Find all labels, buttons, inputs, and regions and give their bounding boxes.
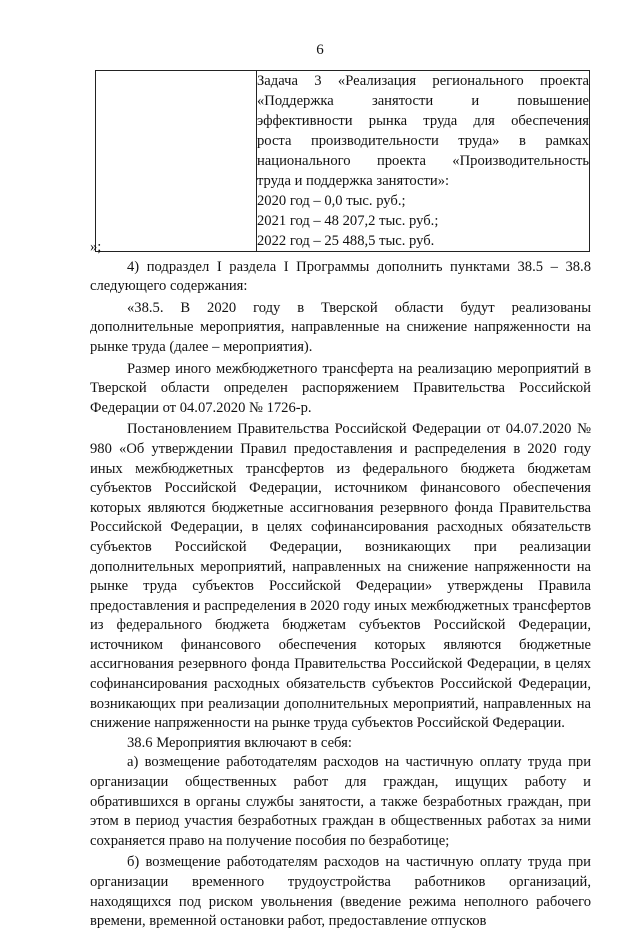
paragraph-item-4: 4) подраздел I раздела I Программы дополнить пунктами 38.5 – 38.8 следующего содержания:	[90, 258, 591, 295]
body-text	[90, 238, 591, 932]
paragraph-resolution: Постановлением Правительства Российской Федерации от 04.07.2020 № 980 «Об утверждении Правил предоставления и распределения в 2020 году иных межбюджетных трансфертов из федерального бюджета бюджетам субъектов Российской Федерации, источником финансового обеспечения которых являются бюджетные ассигнования резервного фонда Правительства Российской Федерации, в целях софинансирования расходных обязательств субъектов Российской Федерации, возникающих при реализации дополнительных мероприятий, направленных на снижение напряженности на рынке труда субъектов Российской Федерации» утверждены Правила предоставления и распределения в 2020 году иных межбюджетных трансфертов из федерального бюджета бюджетам субъектов Российской Федерации, источником финансового обеспечения которых являются бюджетные ассигнования резервного фонда Правительства Российской Федерации, в целях софинансирования расходных обязательств субъектов Российской Федерации, возникающих при реализации дополнительных мероприятий, направленных на снижение напряженности на рынке труда субъектов Российской Федерации.	[90, 421, 591, 732]
task-line: эффективности рынка труда для обеспечения	[257, 113, 589, 129]
table-cell-empty	[96, 71, 257, 252]
paragraph-38-5: «38.5. В 2020 году в Тверской области будут реализованы дополнительные мероприятия, направленные на снижение напряженности на рынке труда (далее – мероприятия).	[90, 299, 591, 355]
task-line: «Поддержка занятости и повышение	[257, 93, 589, 109]
paragraph-transfer-size: Размер иного межбюджетного трансферта на реализацию мероприятий в Тверской области определен распоряжением Правительства Российской Федерации от 04.07.2020 № 1726-р.	[90, 360, 591, 416]
task-line: труда и поддержка занятости»:	[257, 173, 450, 189]
task-line: Задача 3 «Реализация регионального проекта	[257, 73, 589, 89]
task-line: национального проекта «Производительность	[257, 153, 589, 169]
paragraph-38-6: 38.6 Мероприятия включают в себя:	[127, 734, 352, 751]
budget-table	[95, 70, 590, 252]
year-amount: 2021 год – 48 207,2 тыс. руб.;	[257, 213, 439, 229]
closing-quote-mark: »;	[90, 239, 102, 255]
paragraph-item-b: б) возмещение работодателям расходов на частичную оплату труда при организации временного трудоустройства работников организаций, находящихся под риском увольнения (введение режима неполного рабочего времени, временной остановки работ, предоставление отпусков	[90, 854, 591, 930]
task-line: роста производительности труда» в рамках	[257, 133, 589, 149]
year-amount: 2022 год – 25 488,5 тыс. руб.	[257, 233, 435, 249]
page-number: 6	[316, 42, 324, 58]
paragraph-item-a: а) возмещение работодателям расходов на частичную оплату труда при организации общественных работ для граждан, ищущих работу и обратившихся в органы службы занятости, а также безработных граждан, при этом в период участия безработных граждан в общественных работах за ними сохраняется право на получение пособия по безработице;	[90, 754, 591, 849]
table-row	[96, 71, 590, 252]
year-amount: 2020 год – 0,0 тыс. руб.;	[257, 193, 406, 209]
table-cell-task	[257, 71, 590, 252]
